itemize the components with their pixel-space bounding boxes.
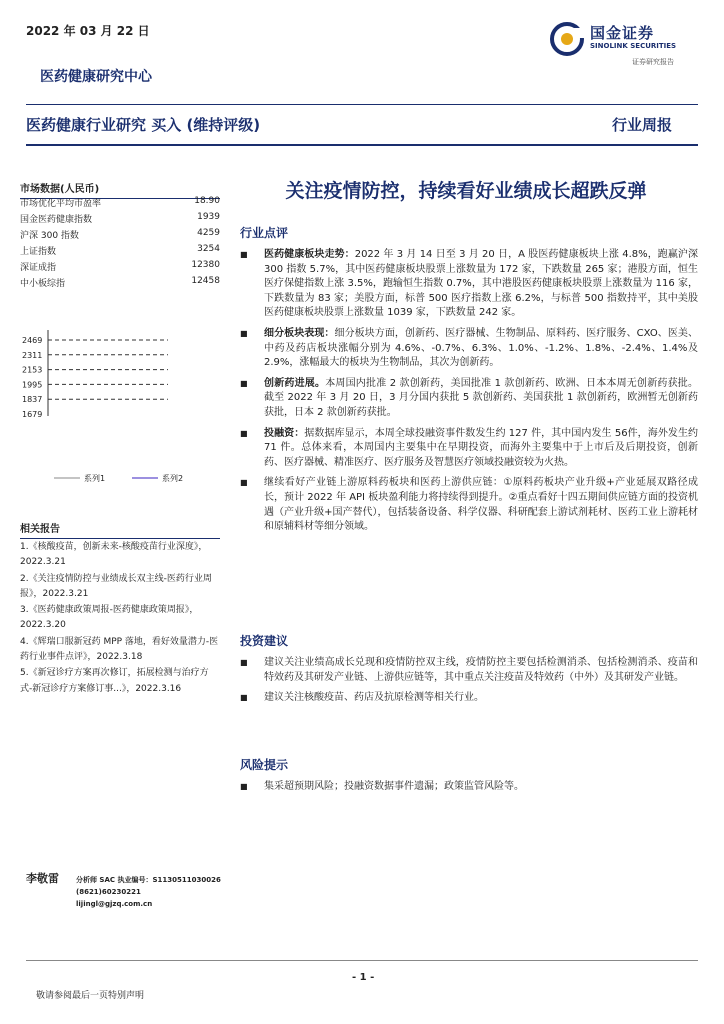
analyst-name: 李敬雷 bbox=[26, 872, 59, 885]
analyst-email[interactable]: lijingl@gjzq.com.cn bbox=[76, 900, 153, 908]
related-report-link[interactable]: 2.《关注疫情防控与业绩成长双主线-医药行业周报》，2022.3.21 bbox=[20, 573, 212, 599]
invest-bullet: ■ 建议关注核酸疫苗、药店及抗原检测等相关行业。 bbox=[240, 691, 698, 706]
main-title: 关注疫情防控，持续看好业绩成长超跌反弹 bbox=[285, 180, 647, 202]
comment-bullet: ■ 投融资：据数据库显示，本周全球投融资事件数发生约 127 件，其中国内发生 56件，海外发生约71 件。总体来看，本周国内主要集中在早期投资，而海外主要集中于上市后及后期投资，创新药、医疗器械、精准医疗、医疗服务及智慧医疗领域投融资较为火热。 bbox=[240, 427, 698, 471]
market-row: 国金医药健康指数 1939 bbox=[20, 212, 220, 225]
section-risk-title: 风险提示 bbox=[240, 758, 289, 772]
chart-y-tick-label: 1995 bbox=[22, 380, 43, 390]
page-number: - 1 - bbox=[352, 972, 375, 983]
market-row: 上证指数 3254 bbox=[20, 244, 220, 257]
market-row: 深证成指 12380 bbox=[20, 260, 220, 273]
report-heading: 医药健康行业研究 买入 (维持评级) bbox=[26, 116, 261, 134]
company-logo bbox=[550, 20, 700, 66]
section-comment-title: 行业点评 bbox=[240, 226, 289, 240]
related-report-link[interactable]: 5.《新冠诊疗方案再次修订，拓展检测与治疗方式-新冠诊疗方案修订事...》，2022.3.16 bbox=[20, 668, 209, 694]
chart-y-tick-label: 2311 bbox=[22, 350, 43, 360]
comment-bullet: ■ 医药健康板块走势：2022 年 3 月 14 日至 3 月 20 日，A 股医药健康板块上涨 4.8%，跑赢沪深 300 指数 5.7%，其中医药健康板块股票上涨数量为 172 家，下跌数量 265 家；港股方面，恒生医疗保健指数上涨 3.5%，跑输恒生指数 0.7%，其中港股医药健康板块股票上涨数量为 116 家，下跌数量为 83 家；美股方面，标普 500 医疗指数上涨 6.2%，与标普 500 指数持平，其中美股医药健康板块股票上涨数量 1039 家，下跌数量 242 家。 bbox=[240, 248, 698, 321]
legend-label: 系列1 bbox=[84, 474, 106, 483]
logo-en-text: SINOLINK SECURITIES bbox=[590, 42, 677, 50]
analyst-info bbox=[76, 874, 221, 910]
legend-label: 系列2 bbox=[162, 474, 184, 483]
header-divider-bold bbox=[26, 144, 698, 146]
comment-bullet: ■ 细分板块表现：细分板块方面，创新药、医疗器械、生物制品、原料药、医疗服务、CXO、医美、中药及药店板块涨幅分别为 4.6%、-0.7%、6.3%、1.0%、-1.2%、1.8%、-2.4%、1.4%及 2.9%，涨幅最大的板块为生物制品，其次为创新药。 bbox=[240, 327, 698, 371]
market-data-table bbox=[20, 196, 220, 292]
related-report-link[interactable]: 4.《辉瑞口服新冠药 MPP 落地，看好效量潜力-医药行业事件点评》，2022.3.18 bbox=[20, 636, 219, 663]
index-chart bbox=[20, 330, 220, 500]
comment-bullets bbox=[240, 248, 698, 541]
report-date: 2022 年 03 月 22 日 bbox=[26, 24, 150, 38]
report-type: 行业周报 bbox=[612, 116, 673, 134]
related-reports-list bbox=[20, 540, 220, 698]
chart-y-tick-label: 2153 bbox=[22, 365, 43, 375]
chart-y-tick-label: 1679 bbox=[22, 410, 43, 419]
chart-y-tick-label: 2469 bbox=[22, 336, 43, 345]
logo-cn-text: 国金证券 bbox=[590, 24, 655, 42]
sinolink-logo-icon bbox=[550, 22, 584, 56]
related-reports-title: 相关报告 bbox=[20, 520, 220, 539]
market-row: 市场优化平均市盈率 18.90 bbox=[20, 196, 220, 209]
chart-y-tick-label: 1837 bbox=[22, 395, 43, 405]
header-divider bbox=[26, 104, 698, 105]
analyst-sac: 分析师 SAC 执业编号：S1130511030026 bbox=[76, 876, 221, 884]
related-report-link[interactable]: 3.《医药健康政策周报-医药健康政策周报》，2022.3.20 bbox=[20, 605, 199, 631]
market-row: 沪深 300 指数 4259 bbox=[20, 228, 220, 241]
invest-bullets bbox=[240, 656, 698, 712]
invest-bullet: ■ 建议关注业绩高成长兑现和疫情防控双主线，疫情防控主要包括检测消杀、包括检测消杀、疫苗和特效药及其研发产业链、上游供应链等，其中重点关注疫苗及特效药（中外）及其研发产业链。 bbox=[240, 656, 698, 685]
footer-note: 敬请参阅最后一页特别声明 bbox=[36, 991, 145, 1001]
risk-bullet: ■ 集采超预期风险；投融资数据事件遗漏；政策监管风险等。 bbox=[240, 780, 698, 795]
comment-bullet: ■ 创新药进展。本周国内批准 2 款创新药，美国批准 1 款创新药、欧洲、日本本周无创新药获批。截至 2022 年 3 月 20 日，3 月分国内获批 5 款创新药、美国获批 1 款创新药，欧洲暂无创新药获批，日本 2 款创新药获批。 bbox=[240, 377, 698, 421]
report-category: 证券研究报告 bbox=[632, 58, 674, 66]
market-row: 中小板综指 12458 bbox=[20, 276, 220, 289]
section-invest-title: 投资建议 bbox=[240, 634, 289, 648]
footer-divider bbox=[26, 960, 698, 961]
comment-bullet: ■ 继续看好产业链上游原料药板块和医药上游供应链：①原料药板块产业升级+产业延展双路径成长，预计 2022 年 API 板块盈利能力将持续得到提升。②重点看好十四五期间供应链方面的投资机遇（产业升级+国产替代），包括装备设备、科学仪器、科研配套上游试剂耗材、医药工业上游耗材和原辅料材等细分领域。 bbox=[240, 476, 698, 534]
related-report-link[interactable]: 1.《核酸疫苗，创新未来-核酸疫苗行业深度》，2022.3.21 bbox=[20, 542, 208, 568]
market-data-title: 市场数据(人民币) bbox=[20, 180, 220, 199]
research-center: 医药健康研究中心 bbox=[40, 69, 152, 85]
risk-bullets bbox=[240, 780, 698, 801]
analyst-phone: (8621)60230221 bbox=[76, 888, 141, 896]
